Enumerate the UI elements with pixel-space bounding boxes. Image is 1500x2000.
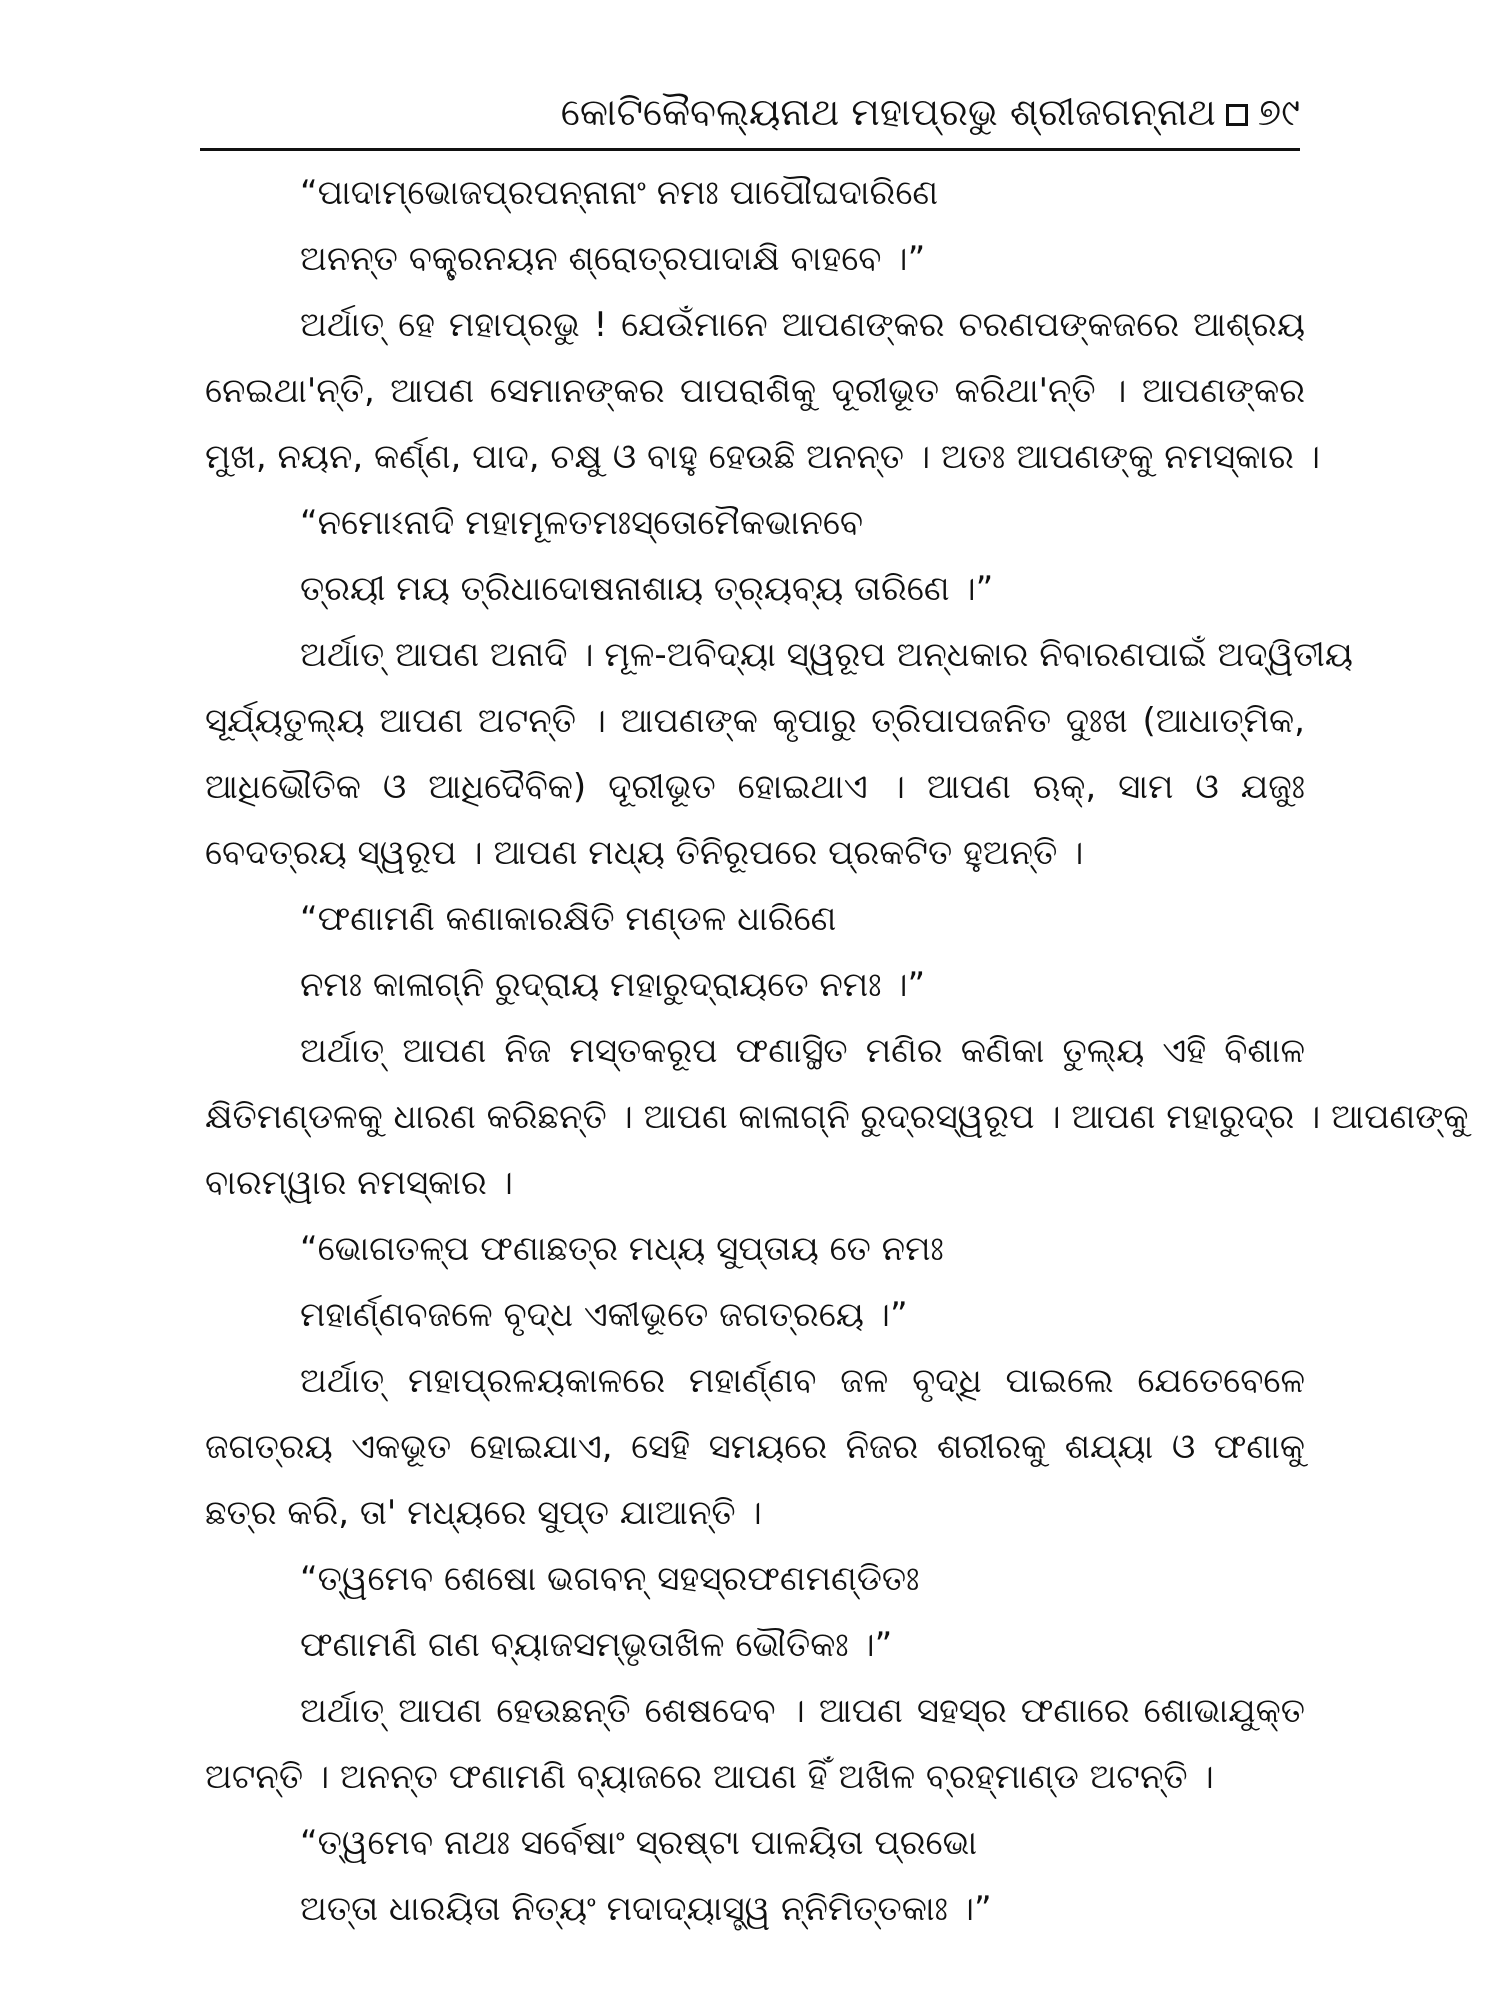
verse-line: ଫଣାମଣି ଗଣ ବ୍ୟାଜସମ୍ଭୃତାଖିଳ ଭୌତିକଃ ।” — [300, 1625, 893, 1665]
running-header-title: କୋଟିକୈବଲ୍ୟନାଥ ମହାପ୍ରଭୁ ଶ୍ରୀଜଗନ୍ନାଥ — [560, 90, 1216, 134]
paragraph-line: ଜଗତ୍ରୟ ଏକଭୂତ ହୋଇଯାଏ, ସେହି ସମୟରେ ନିଜର ଶରୀରକୁ ଶଯ୍ୟା ଓ ଫଣାକୁ — [205, 1427, 1305, 1467]
verse-line: “ଫଣାମଣି କଣାକାରକ୍ଷିତି ମଣ୍ଡଳ ଧାରିଣେ — [300, 899, 837, 939]
verse-line: “ତ୍ୱମେବ ନାଥଃ ସର୍ବେଷାଂ ସ୍ରଷ୍ଟା ପାଳୟିତା ପ୍ରଭୋ — [300, 1823, 978, 1863]
verse-line: “ଭୋଗତଳ୍ପ ଫଣାଛତ୍ର ମଧ୍ୟ ସୁପ୍ତାୟ ତେ ନମଃ — [300, 1229, 944, 1269]
paragraph-line: ଅର୍ଥାତ୍ ଆପଣ ନିଜ ମସ୍ତକରୂପ ଫଣାସ୍ଥିତ ମଣିର କଣିକା ତୁଲ୍ୟ ଏହି ବିଶାଳ — [300, 1031, 1305, 1071]
verse-line: ଅନନ୍ତ ବକ୍ତ୍ରନୟନ ଶ୍ରୋତ୍ରପାଦାକ୍ଷି ବାହବେ ।” — [300, 239, 926, 279]
verse-line: ନମଃ କାଳାଗ୍ନି ରୁଦ୍ରାୟ ମହାରୁଦ୍ରାୟତେ ନମଃ ।” — [300, 965, 926, 1005]
verse-line: “ପାଦାମ୍ଭୋଜପ୍ରପନ୍ନାନାଂ ନମଃ ପାପୌଘଦାରିଣେ — [300, 173, 939, 213]
paragraph-line: ଛତ୍ର କରି, ତା' ମଧ୍ୟରେ ସୁପ୍ତ ଯାଆନ୍ତି । — [205, 1493, 762, 1533]
paragraph-line: ବାରମ୍ୱାର ନମସ୍କାର । — [205, 1163, 513, 1203]
separator-square-icon — [1226, 104, 1248, 126]
paragraph-line: ଆଧିଭୌତିକ ଓ ଆଧିଦୈବିକ) ଦୂରୀଭୂତ ହୋଇଥାଏ । ଆପଣ ଋକ୍, ସାମ ଓ ଯଜୁଃ — [205, 767, 1305, 807]
paragraph-line: ବେଦତ୍ରୟ ସ୍ୱରୂପ । ଆପଣ ମଧ୍ୟ ତିନିରୂପରେ ପ୍ରକଟିତ ହୁଅନ୍ତି । — [205, 833, 1084, 873]
paragraph-line: କ୍ଷିତିମଣ୍ଡଳକୁ ଧାରଣ କରିଛନ୍ତି । ଆପଣ କାଳାଗ୍ନି ରୁଦ୍ରସ୍ୱରୂପ । ଆପଣ ମହାରୁଦ୍ର । ଆପଣଙ୍କୁ — [205, 1097, 1469, 1137]
paragraph-line: ଅର୍ଥାତ୍ ହେ ମହାପ୍ରଭୁ ! ଯେଉଁମାନେ ଆପଣଙ୍କର ଚରଣପଙ୍କଜରେ ଆଶ୍ରୟ — [300, 305, 1305, 345]
header-rule — [200, 148, 1300, 151]
running-header — [200, 82, 1300, 142]
verse-line: ଅତ୍ତା ଧାରୟିତା ନିତ୍ୟଂ ମଦାଦ୍ୟାସ୍ତ୍ୱ ନ୍ନିମିତ୍ତକାଃ ।” — [300, 1889, 992, 1929]
paragraph-line: ଅଟନ୍ତି । ଅନନ୍ତ ଫଣାମଣି ବ୍ୟାଜରେ ଆପଣ ହିଁ ଅଖିଳ ବ୍ରହ୍ମାଣ୍ଡ ଅଟନ୍ତି । — [205, 1757, 1214, 1797]
verse-line: ମହାର୍ଣ୍ଣବଜଳେ ବୃଦ୍ଧ ଏକୀଭୂତେ ଜଗତ୍ରୟେ ।” — [300, 1295, 908, 1335]
page-body — [205, 160, 1469, 1942]
paragraph-line: ମୁଖ, ନୟନ, କର୍ଣ୍ଣ, ପାଦ, ଚକ୍ଷୁ ଓ ବାହୁ ହେଉଛି ଅନନ୍ତ । ଅତଃ ଆପଣଙ୍କୁ ନମସ୍କାର । — [205, 437, 1320, 477]
page-number: ୭୯ — [1257, 90, 1300, 134]
paragraph-line: ସୂର୍ଯ୍ୟତୁଲ୍ୟ ଆପଣ ଅଟନ୍ତି । ଆପଣଙ୍କ କୃପାରୁ ତ୍ରିପାପଜନିତ ଦୁଃଖ (ଆଧାତ୍ମିକ, — [205, 701, 1305, 741]
verse-line: “ତ୍ୱମେବ ଶେଷୋ ଭଗବନ୍ ସହସ୍ରଫଣମଣ୍ଡିତଃ — [300, 1559, 920, 1599]
paragraph-line: ଅର୍ଥାତ୍ ମହାପ୍ରଳୟକାଳରେ ମହାର୍ଣ୍ଣବ ଜଳ ବୃଦ୍ଧି ପାଇଲେ ଯେତେବେଳେ — [300, 1361, 1305, 1401]
paragraph-line: ଅର୍ଥାତ୍ ଆପଣ ଅନାଦି । ମୂଳ-ଅବିଦ୍ୟା ସ୍ୱରୂପ ଅନ୍ଧକାର ନିବାରଣପାଇଁ ଅଦ୍ୱିତୀୟ — [300, 635, 1353, 675]
paragraph-line: ଅର୍ଥାତ୍ ଆପଣ ହେଉଛନ୍ତି ଶେଷଦେବ । ଆପଣ ସହସ୍ର ଫଣାରେ ଶୋଭାଯୁକ୍ତ — [300, 1691, 1305, 1731]
verse-line: “ନମୋଽନାଦି ମହାମୂଳତମଃସ୍ତୋମୈକଭାନବେ — [300, 503, 864, 543]
verse-line: ତ୍ରୟୀ ମୟ ତ୍ରିଧାଦୋଷନାଶାୟ ତ୍ର୍ୟବ୍ୟ ତାରିଣେ ।” — [300, 569, 994, 609]
paragraph-line: ନେଇଥା'ନ୍ତି, ଆପଣ ସେମାନଙ୍କର ପାପରାଶିକୁ ଦୂରୀଭୂତ କରିଥା'ନ୍ତି । ଆପଣଙ୍କର — [205, 371, 1305, 411]
